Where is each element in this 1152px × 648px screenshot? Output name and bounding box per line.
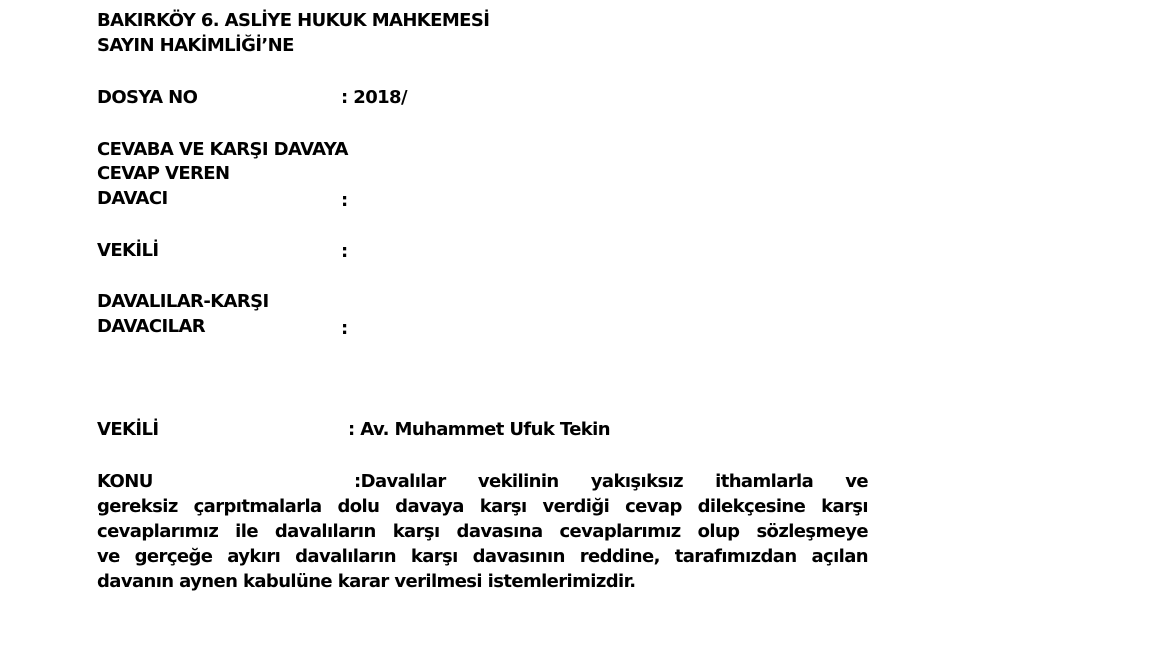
konu-label: KONU <box>97 471 153 492</box>
court-salutation: SAYIN HAKİMLİĞİ’NE <box>97 35 294 56</box>
davalilar-vekili-label: VEKİLİ <box>97 419 159 440</box>
davalilar-value: : <box>341 318 348 339</box>
konu-line-4: ve gerçeğe aykırı davalıların karşı davasının reddine, tarafımızdan açılan <box>97 546 868 567</box>
davaci-label-line3: DAVACI <box>97 188 168 209</box>
court-name: BAKIRKÖY 6. ASLİYE HUKUK MAHKEMESİ <box>97 10 490 31</box>
konu-line-1: KONU :Davalılar vekilinin yakışıksız ithamlarla ve <box>97 471 868 492</box>
konu-paragraph <box>97 469 868 594</box>
davaci-label-line2: CEVAP VEREN <box>97 163 230 184</box>
davaci-value: : <box>341 190 348 211</box>
davaci-label-line1: CEVABA VE KARŞI DAVAYA <box>97 139 348 160</box>
davaci-vekili-value: : <box>341 241 348 262</box>
davalilar-label-line1: DAVALILAR-KARŞI <box>97 291 269 312</box>
dosya-no-value: : 2018/ <box>341 87 407 108</box>
davaci-vekili-label: VEKİLİ <box>97 240 159 261</box>
davalilar-label-line2: DAVACILAR <box>97 316 206 337</box>
dosya-no-label: DOSYA NO <box>97 87 198 108</box>
konu-line-3: cevaplarımız ile davalıların karşı davasına cevaplarımız olup sözleşmeye <box>97 521 868 542</box>
davalilar-vekili-value: : Av. Muhammet Ufuk Tekin <box>348 419 610 440</box>
konu-line-2: gereksiz çarpıtmalarla dolu davaya karşı verdiği cevap dilekçesine karşı <box>97 496 868 517</box>
konu-line-5: davanın aynen kabulüne karar verilmesi istemlerimizdir. <box>97 571 636 592</box>
